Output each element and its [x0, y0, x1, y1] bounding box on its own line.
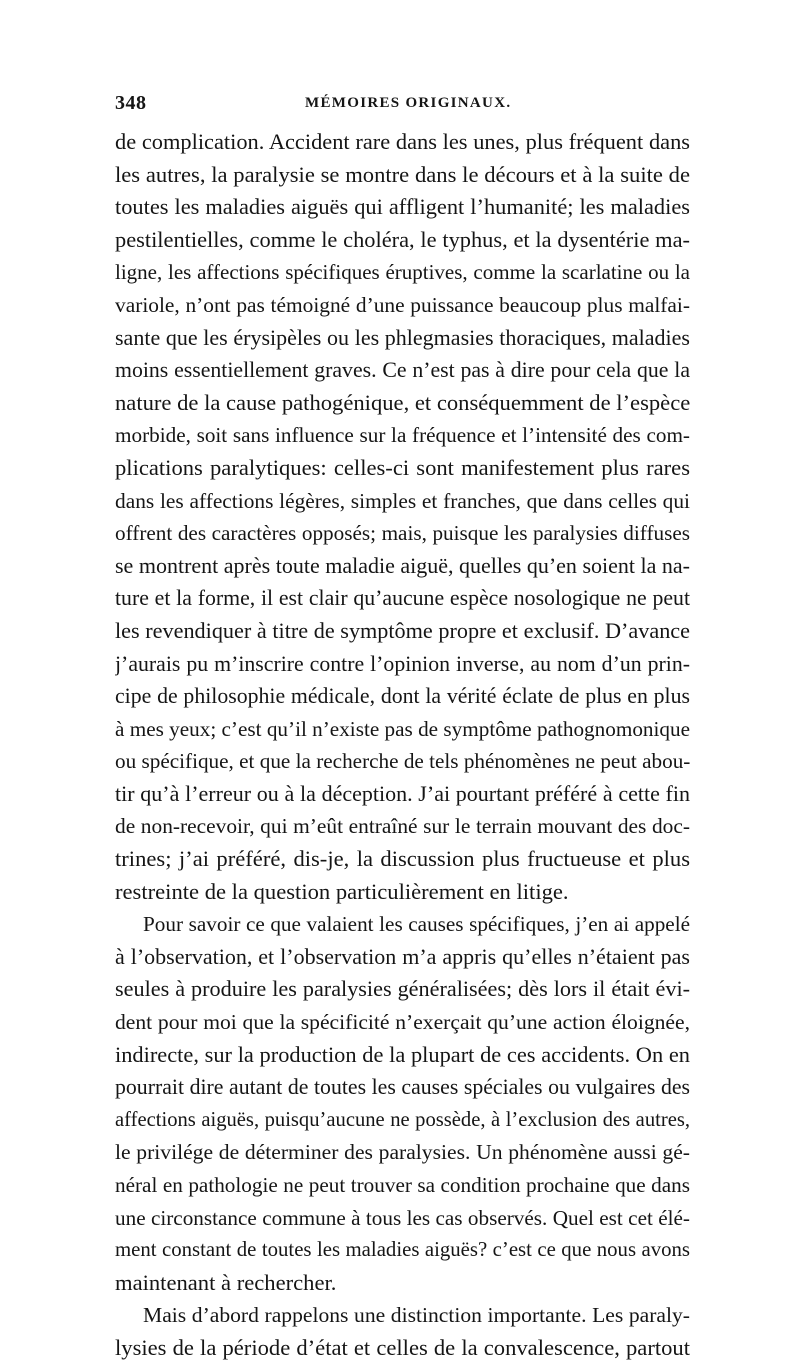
text-line: restreinte de la question particulièrement en litige.: [115, 878, 569, 904]
text-line: offrent des caractères opposés; mais, puisque les paralysies diffuses: [115, 521, 690, 546]
text-line: cipe de philosophie médicale, dont la vérité éclate de plus en plus: [115, 684, 690, 709]
text-line: j’aurais pu m’inscrire contre l’opinion inverse, au nom d’un prin-: [115, 651, 690, 676]
text-line: une circonstance commune à tous les cas observés. Quel est cet élé-: [115, 1205, 690, 1230]
text-line: à l’observation, et l’observation m’a appris qu’elles n’étaient pas: [115, 943, 690, 969]
text-line: Pour savoir ce que valaient les causes spécifiques, j’en ai appelé: [143, 912, 690, 937]
body-text: [115, 126, 690, 1365]
running-head: [115, 92, 690, 120]
text-line: de complication. Accident rare dans les unes, plus fréquent dans: [115, 129, 690, 154]
text-line: de non-recevoir, qui m’eût entraîné sur le terrain mouvant des doc-: [115, 814, 690, 839]
text-line: ligne, les affections spécifiques éruptives, comme la scarlatine ou la: [115, 260, 690, 285]
text-line: sante que les érysipèles ou les phlegmasies thoraciques, maladies: [115, 324, 690, 350]
text-line: lysies de la période d’état et celles de la convalescence, partout: [115, 1334, 690, 1360]
text-line: ou spécifique, et que la recherche de tels phénomènes ne peut abou-: [115, 749, 690, 774]
text-line: pestilentielles, comme le choléra, le typhus, et la dysentérie ma-: [115, 226, 690, 252]
text-line: ture et la forme, il est clair qu’aucune espèce nosologique ne peut: [115, 586, 690, 611]
text-line: dans les affections légères, simples et franches, que dans celles qui: [115, 488, 690, 513]
text-line: affections aiguës, puisqu’aucune ne possède, à l’exclusion des autres,: [115, 1108, 690, 1131]
text-line: seules à produire les paralysies généralisées; dès lors il était évi-: [115, 976, 690, 1002]
running-title: MÉMOIRES ORIGINAUX.: [305, 95, 512, 111]
text-line: nature de la cause pathogénique, et conséquemment de l’espèce: [115, 389, 690, 415]
text-line: se montrent après toute maladie aiguë, quelles qu’en soient la na-: [115, 552, 690, 578]
text-line: le privilége de déterminer des paralysies. Un phénomène aussi gé-: [115, 1140, 690, 1165]
text-line: indirecte, sur la production de la plupart de ces accidents. On en: [115, 1041, 690, 1067]
text-line: Mais d’abord rappelons une distinction importante. Les paraly-: [143, 1303, 690, 1328]
text-line: variole, n’ont pas témoigné d’une puissance beaucoup plus malfai-: [115, 292, 690, 317]
text-line: pourrait dire autant de toutes les causes spéciales ou vulgaires des: [115, 1075, 690, 1100]
text-line: tir qu’à l’erreur ou à la déception. J’ai pourtant préféré à cette fin: [115, 780, 690, 806]
text-line: morbide, soit sans influence sur la fréquence et l’intensité des com-: [115, 423, 690, 448]
text-line: plications paralytiques: celles-ci sont manifestement plus rares: [115, 454, 690, 480]
text-line: les revendiquer à titre de symptôme propre et exclusif. D’avance: [115, 617, 690, 643]
text-line: ment constant de toutes les maladies aiguës? c’est ce que nous avons: [115, 1238, 690, 1262]
text-line: les autres, la paralysie se montre dans le décours et à la suite de: [115, 161, 690, 187]
text-line: dent pour moi que la spécificité n’exerçait qu’une action éloignée,: [115, 1010, 690, 1035]
text-line: trines; j’ai préféré, dis-je, la discussion plus fructueuse et plus: [115, 846, 690, 872]
text-line: toutes les maladies aiguës qui affligent l’humanité; les maladies: [115, 194, 690, 220]
text-line: maintenant à rechercher.: [115, 1269, 337, 1295]
text-line: à mes yeux; c’est qu’il n’existe pas de symptôme pathognomonique: [115, 716, 690, 741]
page-number: 348: [115, 92, 147, 114]
text-line: moins essentiellement graves. Ce n’est pas à dire pour cela que la: [115, 358, 690, 383]
text-line: néral en pathologie ne peut trouver sa condition prochaine que dans: [115, 1173, 690, 1197]
